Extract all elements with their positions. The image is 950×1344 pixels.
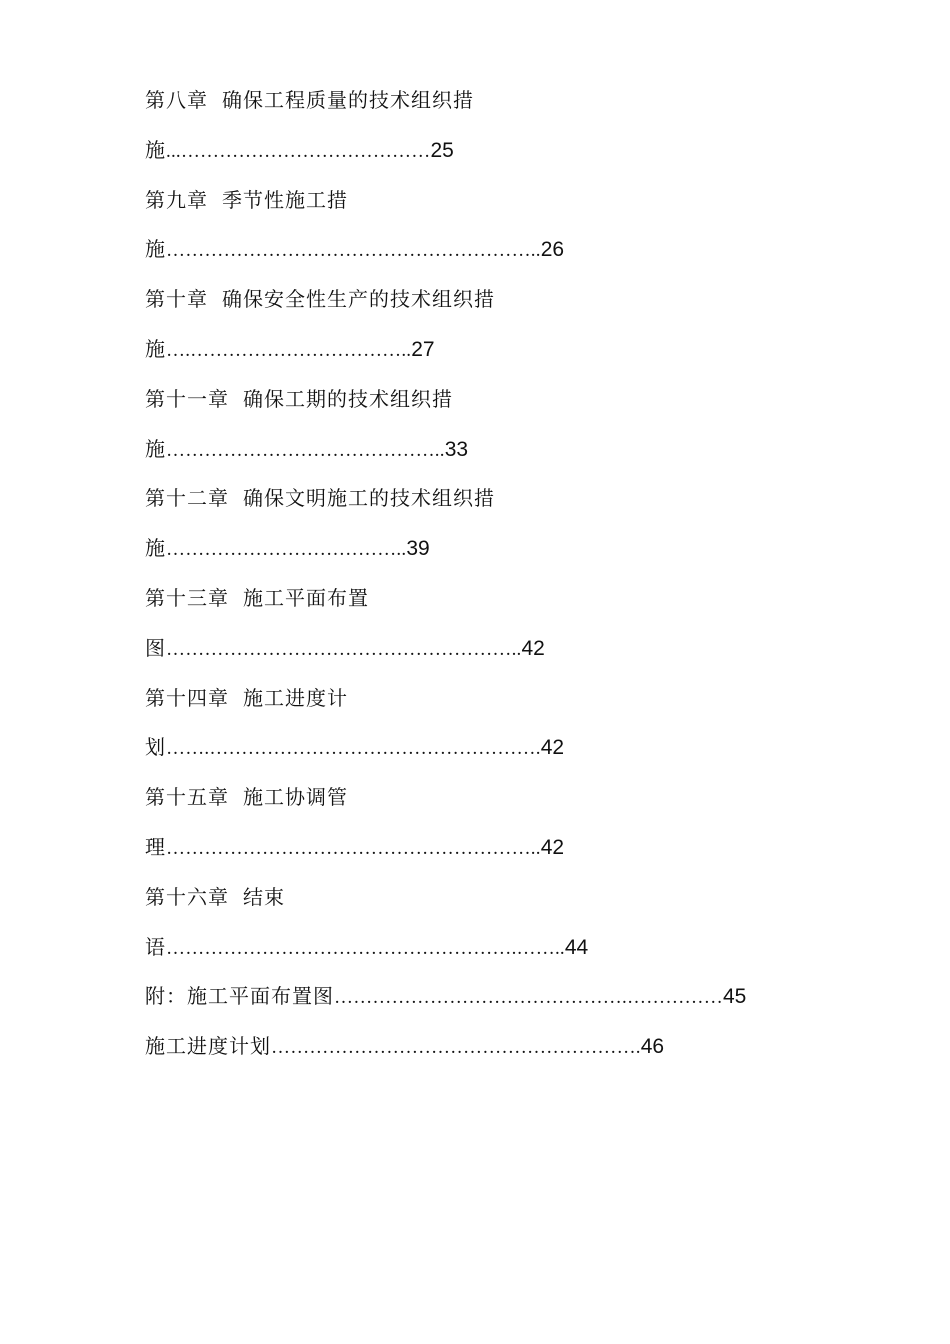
page-number: 27 (411, 337, 435, 361)
toc-leader-line (145, 530, 845, 580)
toc-chapter-heading (145, 580, 845, 630)
chapter-number: 第十五章 (145, 785, 229, 810)
page-number: 42 (540, 835, 565, 859)
dot-leader: ……………………………………………….. (166, 638, 522, 660)
chapter-title-tail: 施 (145, 336, 166, 361)
toc-chapter-heading (145, 879, 845, 929)
chapter-title: 施工协调管 (243, 785, 348, 810)
toc-leader-line (145, 231, 845, 281)
chapter-title-tail: 图 (145, 635, 166, 660)
toc-chapter-heading (145, 82, 845, 132)
dot-leader: …………………………………………………. (271, 1037, 641, 1059)
page-number: 25 (430, 138, 454, 162)
page-number: 39 (406, 537, 430, 561)
chapter-number: 第九章 (145, 187, 208, 212)
chapter-title: 季节性施工措 (222, 187, 348, 212)
toc-appendix-line (145, 1028, 845, 1078)
dot-leader: ….…………………………….. (166, 339, 412, 361)
chapter-title-tail: 施 (145, 137, 166, 162)
toc-leader-line (145, 630, 845, 680)
dot-leader: ………………………………………………….. (166, 240, 541, 262)
chapter-number: 第八章 (145, 88, 208, 112)
toc-leader-line (145, 132, 845, 182)
appendix-label: 附：施工平面布置图 (145, 984, 334, 1009)
dot-leader: …………………………………….. (166, 439, 445, 461)
chapter-title: 确保工期的技术组织措 (243, 386, 453, 411)
dot-leader: ……………………………….. (166, 539, 407, 561)
chapter-number: 第十六章 (145, 884, 229, 909)
page-number: 26 (540, 238, 565, 262)
toc-chapter-heading (145, 182, 845, 232)
chapter-number: 第十三章 (145, 585, 229, 610)
chapter-title: 结束 (243, 884, 285, 909)
dot-leader: ……………………………………….…………… (334, 987, 723, 1009)
chapter-number: 第十四章 (145, 685, 229, 710)
dot-leader: ………………………………………………….. (166, 837, 541, 859)
toc-chapter-heading (145, 480, 845, 530)
page-number: 46 (640, 1035, 665, 1059)
toc-leader-line (145, 431, 845, 481)
chapter-title: 确保文明施工的技术组织措 (243, 486, 495, 511)
chapter-number: 第十一章 (145, 386, 229, 411)
toc-chapter-heading (145, 381, 845, 431)
toc-chapter-heading (145, 779, 845, 829)
chapter-title-tail: 施 (145, 436, 166, 461)
toc-chapter-heading (145, 680, 845, 730)
page-number: 42 (540, 736, 565, 760)
chapter-title-tail: 划 (145, 735, 166, 760)
toc-chapter-heading (145, 281, 845, 331)
chapter-title-tail: 施 (145, 237, 166, 262)
toc-appendix-line (145, 978, 845, 1028)
chapter-title: 确保工程质量的技术组织措 (222, 88, 474, 112)
chapter-number: 第十章 (145, 287, 208, 312)
chapter-title: 施工平面布置 (243, 585, 369, 610)
chapter-title-tail: 语 (145, 934, 166, 959)
chapter-title: 确保安全性生产的技术组织措 (222, 287, 495, 312)
chapter-title-tail: 施 (145, 536, 166, 561)
toc-leader-line (145, 729, 845, 779)
dot-leader: …….……………………………………………. (166, 738, 541, 760)
dot-leader: ……………………………………………….…….. (166, 937, 565, 959)
toc-leader-line (145, 331, 845, 381)
page-number: 45 (722, 985, 747, 1009)
dot-leader: ...………………………………… (166, 140, 431, 162)
chapter-number: 第十二章 (145, 486, 229, 511)
chapter-title: 施工进度计 (243, 685, 348, 710)
toc-leader-line (145, 929, 845, 979)
page-number: 44 (564, 935, 589, 959)
appendix-label: 施工进度计划 (145, 1034, 271, 1059)
chapter-title-tail: 理 (145, 834, 166, 859)
table-of-contents (145, 82, 845, 1078)
page-number: 33 (444, 437, 469, 461)
page-number: 42 (521, 636, 545, 660)
toc-leader-line (145, 829, 845, 879)
